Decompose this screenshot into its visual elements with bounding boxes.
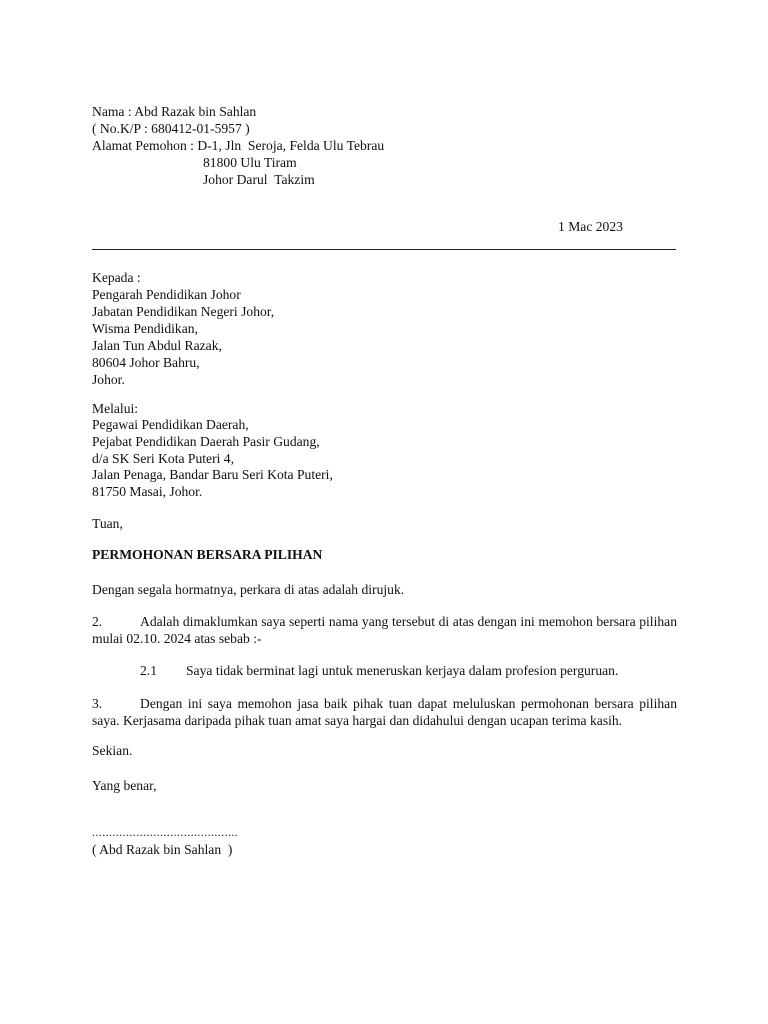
recipient-line: 80604 Johor Bahru, xyxy=(92,355,200,370)
via-line: Pejabat Pendidikan Daerah Pasir Gudang, xyxy=(92,434,320,449)
via-label: Melalui: xyxy=(92,401,139,416)
sender-address-line2: 81800 Ulu Tiram xyxy=(203,155,297,170)
sender-name: Nama : Abd Razak bin Sahlan xyxy=(92,104,257,119)
header-divider xyxy=(92,249,676,250)
signature-name: ( Abd Razak bin Sahlan ) xyxy=(92,842,233,857)
via-line: Jalan Penaga, Bandar Baru Seri Kota Puteri, xyxy=(92,467,333,482)
paragraph-text: Adalah dimaklumkan saya seperti nama yang tersebut di atas dengan ini memohon bersara pilihan mulai 02.10. 2024 atas sebab :- xyxy=(92,614,677,646)
paragraph-2-1 xyxy=(140,662,618,679)
recipient-line: Pengarah Pendidikan Johor xyxy=(92,287,241,302)
letter-date: 1 Mac 2023 xyxy=(558,219,623,234)
via-line: d/a SK Seri Kota Puteri 4, xyxy=(92,451,234,466)
paragraph-text: Saya tidak berminat lagi untuk meneruskan kerjaya dalam profesion perguruan. xyxy=(186,663,619,678)
paragraph-2 xyxy=(92,613,677,647)
sign-off: Yang benar, xyxy=(92,778,157,793)
opening-paragraph: Dengan segala hormatnya, perkara di atas adalah dirujuk. xyxy=(92,582,405,597)
recipient-line: Jabatan Pendidikan Negeri Johor, xyxy=(92,304,275,319)
via-line: Pegawai Pendidikan Daerah, xyxy=(92,417,249,432)
paragraph-number: 2. xyxy=(92,614,103,629)
sender-ic-number: ( No.K/P : 680412-01-5957 ) xyxy=(92,121,250,136)
recipient-line: Wisma Pendidikan, xyxy=(92,321,198,336)
letter-subject: PERMOHONAN BERSARA PILIHAN xyxy=(92,547,323,562)
paragraph-text: Dengan ini saya memohon jasa baik pihak tuan dapat meluluskan permohonan bersara pilihan saya. Kerjasama daripada pihak tuan amat saya hargai dan didahului dengan ucapan terima kasih. xyxy=(92,696,677,728)
paragraph-number: 3. xyxy=(92,696,103,711)
recipient-label: Kepada : xyxy=(92,270,141,285)
recipient-line: Jalan Tun Abdul Razak, xyxy=(92,338,222,353)
signature-line: ........................................... xyxy=(92,825,239,839)
sender-address-line3: Johor Darul Takzim xyxy=(203,172,315,187)
paragraph-number: 2.1 xyxy=(140,663,157,678)
salutation: Tuan, xyxy=(92,516,123,531)
paragraph-3 xyxy=(92,695,677,729)
recipient-line: Johor. xyxy=(92,372,125,387)
via-line: 81750 Masai, Johor. xyxy=(92,484,203,499)
closing: Sekian. xyxy=(92,743,133,758)
sender-address-line1: Alamat Pemohon : D-1, Jln Seroja, Felda Ulu Tebrau xyxy=(92,138,385,153)
